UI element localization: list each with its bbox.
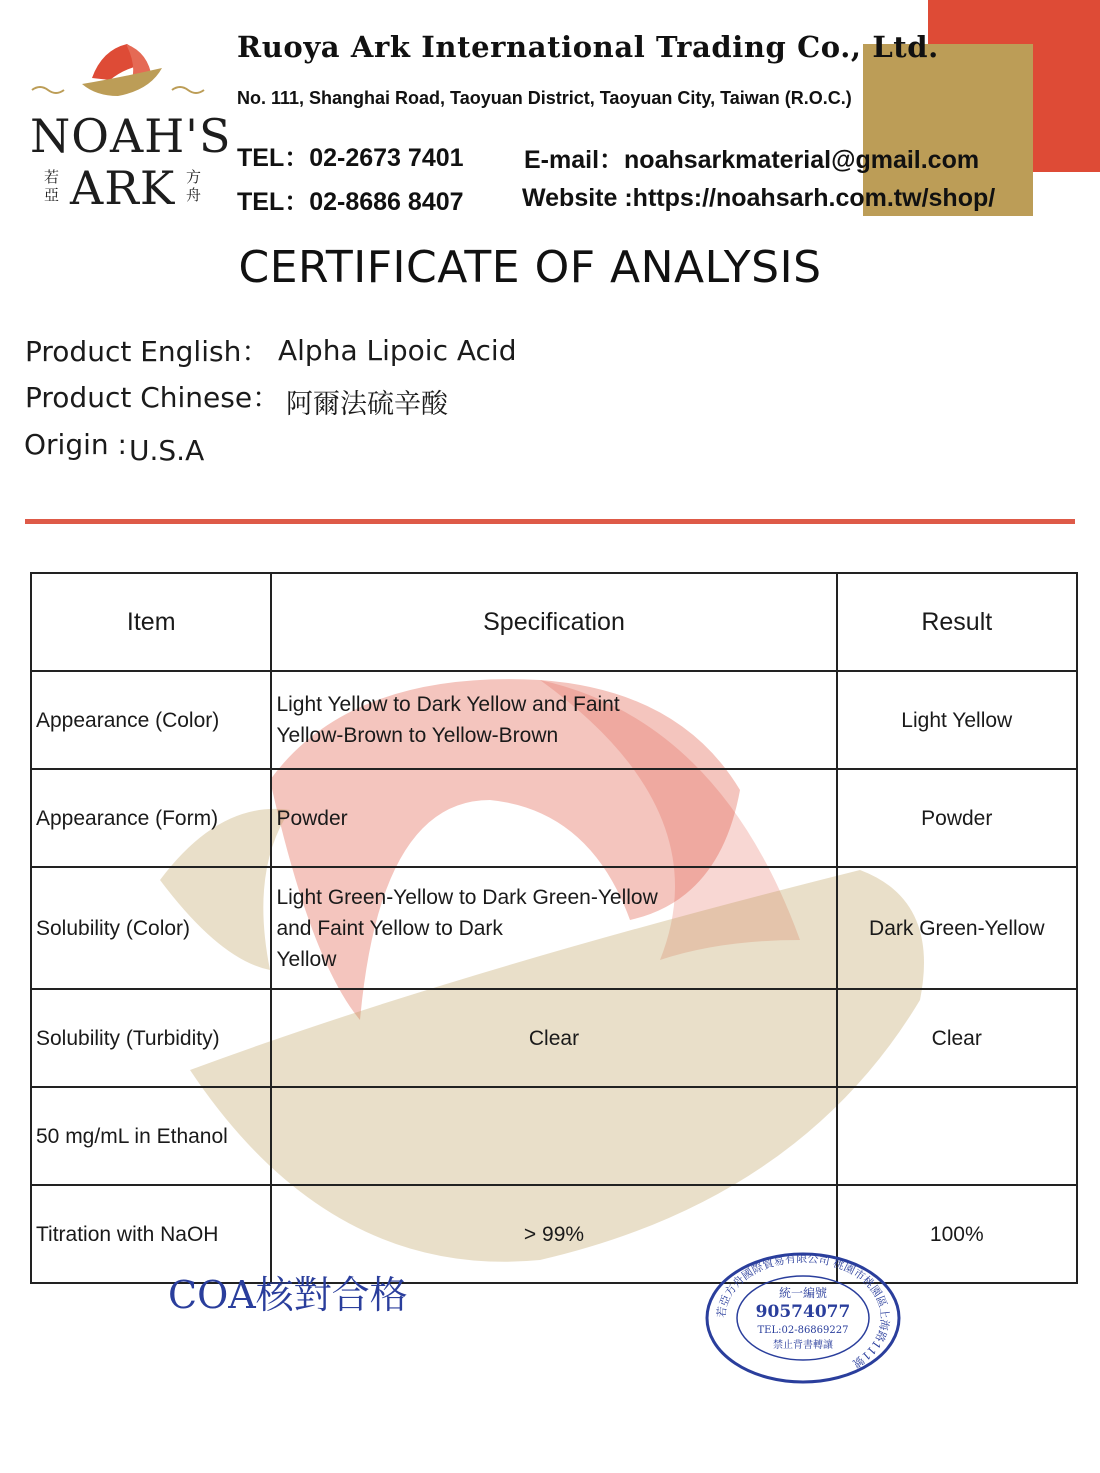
phone-2: TEL：02-8686 8407 bbox=[237, 188, 464, 216]
analysis-table bbox=[30, 572, 1078, 1284]
origin-value: U.S.A bbox=[129, 434, 205, 467]
logo-title: NOAH'S bbox=[30, 109, 232, 163]
column-header-item: Item bbox=[31, 573, 271, 671]
item-cell: Solubility (Turbidity) bbox=[31, 989, 271, 1087]
item-cell: 50 mg/mL in Ethanol bbox=[31, 1087, 271, 1185]
company-logo bbox=[22, 38, 232, 218]
result-cell: Powder bbox=[837, 769, 1077, 867]
table-header-row bbox=[31, 573, 1077, 671]
page-title: CERTIFICATE OF ANALYSIS bbox=[238, 242, 822, 293]
product-chinese-value: 阿爾法硫辛酸 bbox=[286, 389, 448, 420]
table-row bbox=[31, 989, 1077, 1087]
table-row bbox=[31, 671, 1077, 769]
company-name: Ruoya Ark International Trading Co., Ltd. bbox=[237, 30, 939, 64]
result-cell: Light Yellow bbox=[837, 671, 1077, 769]
seal-number: 90574077 bbox=[755, 1302, 851, 1322]
seal-ring-text: 若亞方舟國際貿易有限公司 桃園市桃園區上海路111號 bbox=[714, 1251, 892, 1371]
logo-chinese-left: 若亞 bbox=[44, 168, 60, 204]
table-row bbox=[31, 1087, 1077, 1185]
divider-line bbox=[25, 519, 1075, 524]
result-cell: 100% bbox=[837, 1185, 1077, 1283]
email: E-mail：noahsarkmaterial@gmail.com bbox=[524, 146, 980, 174]
column-header-result: Result bbox=[837, 573, 1077, 671]
table-row bbox=[31, 769, 1077, 867]
ship-sail-logo-icon bbox=[22, 38, 227, 108]
specification-cell: Powder bbox=[271, 769, 836, 867]
origin-label: Origin : bbox=[24, 428, 127, 461]
item-cell: Appearance (Color) bbox=[31, 671, 271, 769]
seal-title: 統一編號 bbox=[778, 1286, 828, 1300]
specification-cell bbox=[271, 1087, 836, 1185]
table-row bbox=[31, 867, 1077, 989]
product-chinese-label: Product Chinese： bbox=[25, 381, 281, 414]
result-cell: Clear bbox=[837, 989, 1077, 1087]
item-cell: Titration with NaOH bbox=[31, 1185, 271, 1283]
product-english-label: Product English： bbox=[25, 335, 270, 368]
item-cell: Appearance (Form) bbox=[31, 769, 271, 867]
item-cell: Solubility (Color) bbox=[31, 867, 271, 989]
seal-phone: TEL:02-86869227 bbox=[757, 1325, 849, 1336]
company-seal-icon bbox=[703, 1250, 903, 1385]
specification-cell: Light Green-Yellow to Dark Green-Yellow and Faint Yellow to Dark Yellow bbox=[271, 867, 836, 989]
result-cell bbox=[837, 1087, 1077, 1185]
logo-chinese-right: 方舟 bbox=[186, 168, 202, 204]
specification-cell: Light Yellow to Dark Yellow and Faint Yellow-Brown to Yellow-Brown bbox=[271, 671, 836, 769]
column-header-specification: Specification bbox=[271, 573, 836, 671]
phone-1: TEL：02-2673 7401 bbox=[237, 144, 464, 172]
product-english-value: Alpha Lipoic Acid bbox=[278, 334, 517, 367]
logo-subtitle: ARK bbox=[70, 161, 176, 215]
specification-cell: Clear bbox=[271, 989, 836, 1087]
result-cell: Dark Green-Yellow bbox=[837, 867, 1077, 989]
specification-cell: > 99% bbox=[271, 1185, 836, 1283]
company-address: No. 111, Shanghai Road, Taoyuan District, Taoyuan City, Taiwan (R.O.C.) bbox=[237, 88, 852, 108]
seal-note: 禁止背書轉讓 bbox=[773, 1340, 833, 1351]
coa-verified-text: COA核對合格 bbox=[168, 1273, 408, 1317]
website: Website :https://noahsarh.com.tw/shop/ bbox=[522, 184, 996, 212]
